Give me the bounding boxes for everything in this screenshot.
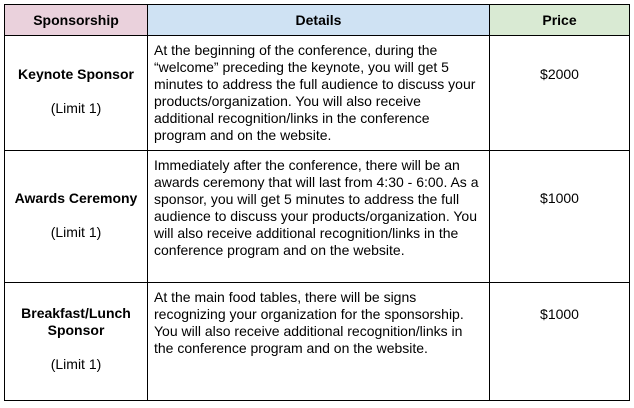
sponsorship-cell — [5, 283, 148, 401]
sponsorship-table — [4, 4, 630, 401]
price-cell — [490, 283, 630, 401]
sponsorship-limit: (Limit 1) — [50, 356, 102, 372]
header-sponsorship: Sponsorship — [5, 5, 148, 36]
sponsorship-name: Breakfast/Lunch Sponsor — [21, 305, 131, 338]
table-row — [5, 36, 630, 151]
price-value: $2000 — [540, 66, 579, 82]
sponsorship-name: Awards Ceremony — [14, 190, 138, 206]
header-row — [5, 5, 630, 36]
sponsorship-cell — [5, 36, 148, 151]
details-cell: Immediately after the conference, there will be an awards ceremony that will last from 4:30 - 6:00. As a sponsor, you will get 5 minutes to address the full audience to discuss your products/organization. You will also receive additional recognition/links in the conference program and on the website. — [148, 151, 490, 283]
price-value: $1000 — [540, 190, 579, 206]
sponsorship-limit: (Limit 1) — [50, 100, 102, 116]
details-cell: At the beginning of the conference, during the “welcome” preceding the keynote, you will get 5 minutes to address the full audience to discuss your products/organization. You will also receive additional recognition/links in the conference program and on the website. — [148, 36, 490, 151]
sponsorship-name: Keynote Sponsor — [18, 66, 134, 82]
header-price: Price — [490, 5, 630, 36]
sponsorship-cell — [5, 151, 148, 283]
price-cell — [490, 151, 630, 283]
price-value: $1000 — [540, 306, 579, 322]
details-cell: At the main food tables, there will be signs recognizing your organization for the sponsorship. You will also receive additional recognition/links in the conference program and on the website. — [148, 283, 490, 401]
table-row — [5, 151, 630, 283]
header-details: Details — [148, 5, 490, 36]
sponsorship-limit: (Limit 1) — [50, 224, 102, 240]
price-cell — [490, 36, 630, 151]
table-row — [5, 283, 630, 401]
